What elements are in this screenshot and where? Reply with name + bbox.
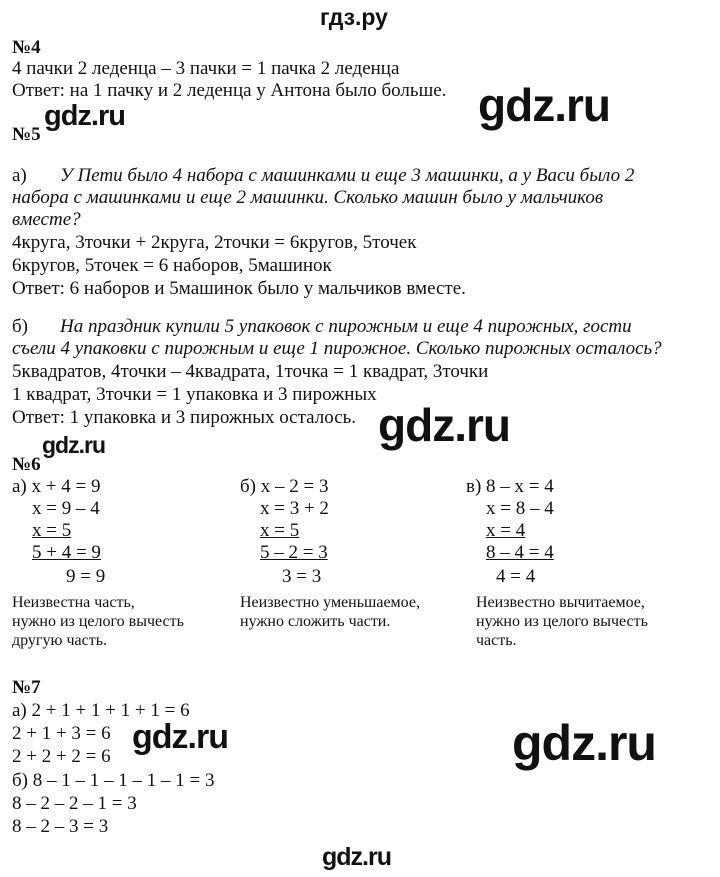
task-6c-line-5: 4 = 4 (496, 566, 536, 587)
task-5b-label: б) (12, 316, 28, 337)
watermark: gdz.ru (478, 79, 610, 131)
task-5-title: №5 (12, 124, 41, 145)
task-6b-line-1: б) x – 2 = 3 (240, 476, 329, 497)
task-6c-note-1: Неизвестно вычитаемое, (476, 594, 645, 611)
task-5b-text-2: съели 4 упаковки с пирожным и еще 1 пирожное. Сколько пирожных осталось? (12, 338, 662, 359)
task-6b-line-3: x = 5 (260, 520, 300, 541)
task-6c-line-1: в) 8 – x = 4 (466, 476, 554, 497)
task-4-answer: Ответ: на 1 пачку и 2 леденца у Антона было больше. (12, 80, 447, 101)
task-5a-answer: Ответ: 6 наборов и 5машинок было у мальчиков вместе. (12, 278, 466, 299)
task-6c-note-2: нужно из целого вычесть (476, 613, 648, 630)
watermark: gdz.ru (322, 843, 391, 871)
task-7-line-1: а) 2 + 1 + 1 + 1 + 1 = 6 (12, 700, 190, 721)
task-7-title: №7 (12, 677, 41, 698)
task-6a-note-2: нужно из целого вычесть (12, 613, 184, 630)
task-6-title: №6 (12, 454, 41, 475)
task-6c-note-3: часть. (476, 632, 517, 649)
task-5a-text-2: набора с машинками и еще 2 машинки. Сколько машин было у мальчиков (12, 187, 604, 208)
watermark: gdz.ru (132, 718, 228, 756)
watermark: gdz.ru (42, 432, 105, 458)
task-6c-line-3: x = 4 (486, 520, 526, 541)
task-5a-label: а) (12, 165, 27, 186)
task-6b-line-5: 3 = 3 (282, 566, 322, 587)
task-7-line-6: 8 – 2 – 3 = 3 (12, 816, 109, 837)
task-5b-line-1: 5квадратов, 4точки – 4квадрата, 1точка = 1 квадрат, 3точки (12, 361, 489, 382)
task-6c-line-2: x = 8 – 4 (486, 498, 554, 519)
task-6a-line-4: 5 + 4 = 9 (32, 542, 101, 563)
task-6a-line-3: x = 5 (32, 520, 72, 541)
task-7-line-3: 2 + 2 + 2 = 6 (12, 746, 111, 767)
task-5b-answer: Ответ: 1 упаковка и 3 пирожных осталось. (12, 407, 357, 428)
task-7-line-4: б) 8 – 1 – 1 – 1 – 1 – 1 = 3 (12, 770, 215, 791)
watermark: gdz.ru (44, 100, 125, 132)
watermark: gdz.ru (512, 715, 656, 771)
task-5b-text-1: На праздник купили 5 упаковок с пирожным и еще 4 пирожных, гости (60, 316, 632, 337)
watermark: gdz.ru (378, 399, 510, 451)
task-4-title: №4 (12, 37, 41, 58)
task-6a-note-1: Неизвестна часть, (12, 594, 135, 611)
task-5a-line-1: 4круга, 3точки + 2круга, 2точки = 6кругов, 5точек (12, 232, 417, 253)
task-6c-line-4: 8 – 4 = 4 (486, 542, 554, 563)
task-7-line-2: 2 + 1 + 3 = 6 (12, 723, 111, 744)
task-5a-text-1: У Пети было 4 набора с машинками и еще 3 машинки, а у Васи было 2 (60, 165, 635, 186)
task-5a-line-2: 6кругов, 5точек = 6 наборов, 5машинок (12, 255, 332, 276)
task-5a-text-3: вместе? (12, 209, 81, 230)
task-6b-line-2: x = 3 + 2 (260, 498, 329, 519)
task-7-line-5: 8 – 2 – 2 – 1 = 3 (12, 793, 137, 814)
task-4-solution: 4 пачки 2 леденца – 3 пачки = 1 пачка 2 леденца (12, 58, 400, 79)
site-header: гдз.ру (320, 4, 388, 30)
task-6b-line-4: 5 – 2 = 3 (260, 542, 328, 563)
task-6b-note-1: Неизвестно уменьшаемое, (240, 594, 420, 611)
task-6a-line-1: а) x + 4 = 9 (12, 476, 101, 497)
task-6a-line-5: 9 = 9 (66, 566, 106, 587)
task-6a-line-2: x = 9 – 4 (32, 498, 100, 519)
task-5b-line-2: 1 квадрат, 3точки = 1 упаковка и 3 пирожных (12, 384, 377, 405)
task-6a-note-3: другую часть. (12, 632, 107, 649)
task-6b-note-2: нужно сложить части. (240, 613, 391, 630)
